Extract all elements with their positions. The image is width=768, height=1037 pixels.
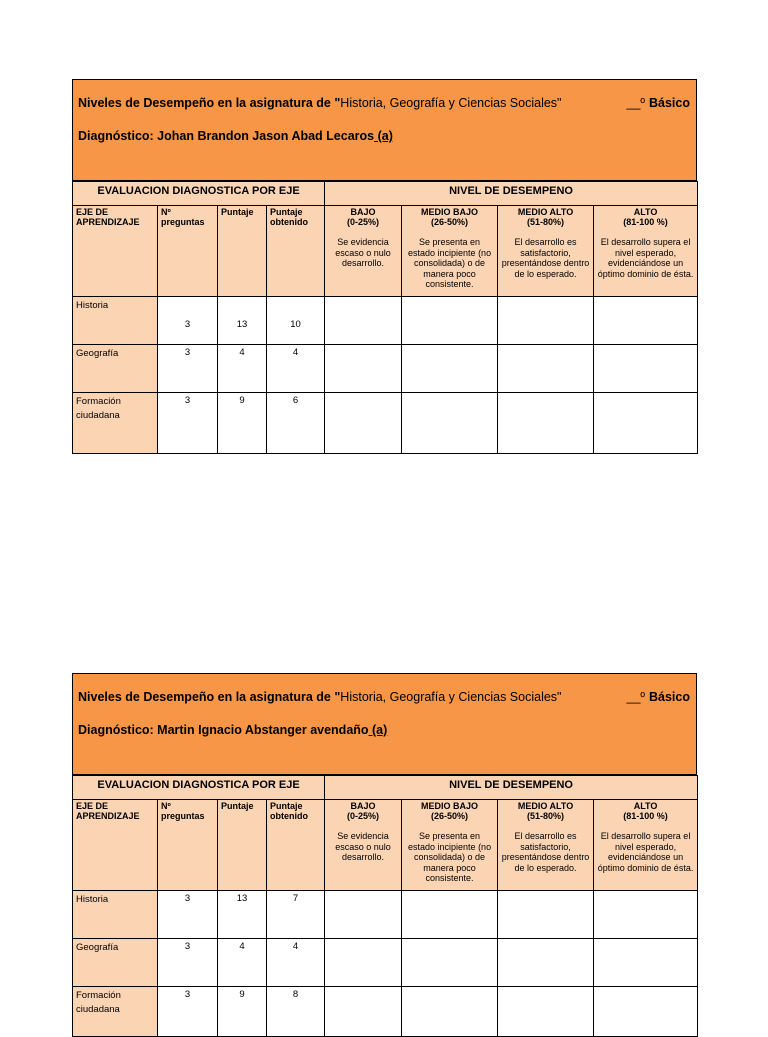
axis-cell: Historia [73, 891, 158, 939]
title-prefix: Niveles de Desempeño en la asignatura de [78, 96, 331, 110]
level-range: (51-80%) [527, 811, 565, 821]
level-range: (0-25%) [347, 811, 380, 821]
table-row [73, 393, 698, 454]
level-cell [402, 891, 498, 939]
level-medium-high [498, 206, 594, 297]
questions-cell: 3 [158, 393, 218, 454]
questions-cell: 3 [158, 345, 218, 393]
grade-blank: __º [626, 96, 645, 110]
report-header [72, 673, 697, 775]
level-cell [498, 987, 594, 1037]
level-high [594, 206, 698, 297]
report-card-2 [72, 673, 697, 1037]
col-score: Puntaje [218, 206, 267, 297]
table-row [73, 939, 698, 987]
level-name: BAJO [350, 207, 376, 217]
obtained-cell: 4 [267, 345, 325, 393]
level-description: Se presenta en estado incipiente (no consolidada) o de manera poco consistente. [408, 237, 492, 289]
eval-section-header: EVALUACION DIAGNOSTICA POR EJE [73, 776, 325, 800]
axis-cell: Formación ciudadana [73, 393, 158, 454]
level-medium-high [498, 800, 594, 891]
questions-cell: 3 [158, 939, 218, 987]
eval-section-header: EVALUACION DIAGNOSTICA POR EJE [73, 182, 325, 206]
level-cell [594, 345, 698, 393]
level-name: MEDIO BAJO [421, 801, 479, 811]
level-description: El desarrollo es satisfactorio, presentándose dentro de lo esperado. [501, 831, 590, 873]
col-axis: EJE DE APRENDIZAJE [73, 800, 158, 891]
level-cell [402, 987, 498, 1037]
col-questions: Nº preguntas [158, 206, 218, 297]
level-cell [594, 393, 698, 454]
score-cell: 4 [218, 345, 267, 393]
grade-label: Básico [649, 690, 690, 704]
level-cell [498, 891, 594, 939]
student-name: Diagnóstico: Johan Brandon Jason Abad Lecaros [78, 129, 375, 143]
performance-table [72, 775, 698, 1037]
score-cell: 13 [218, 297, 267, 345]
level-cell [594, 939, 698, 987]
level-range: (51-80%) [527, 217, 565, 227]
level-cell [325, 939, 402, 987]
level-name: MEDIO ALTO [517, 207, 574, 217]
column-header-row [73, 206, 698, 297]
level-cell [594, 987, 698, 1037]
table-row [73, 891, 698, 939]
subject-quote: " [334, 96, 341, 110]
level-high [594, 800, 698, 891]
level-low [325, 206, 402, 297]
obtained-cell: 4 [267, 939, 325, 987]
col-obtained: Puntaje obtenido [267, 800, 325, 891]
level-name: ALTO [633, 801, 658, 811]
score-cell: 4 [218, 939, 267, 987]
table-row [73, 987, 698, 1037]
level-range: (81-100 %) [623, 217, 668, 227]
level-low [325, 800, 402, 891]
subject-quote: " [334, 690, 341, 704]
level-cell [498, 297, 594, 345]
column-header-row [73, 800, 698, 891]
obtained-cell: 7 [267, 891, 325, 939]
student-name: Diagnóstico: Martin Ignacio Abstanger avendaño [78, 723, 369, 737]
axis-cell: Geografía [73, 345, 158, 393]
level-cell [402, 939, 498, 987]
questions-cell: 3 [158, 891, 218, 939]
col-questions: Nº preguntas [158, 800, 218, 891]
level-description: El desarrollo supera el nivel esperado, evidenciándose un óptimo dominio de ésta. [597, 831, 694, 873]
level-cell [325, 987, 402, 1037]
performance-table [72, 181, 698, 454]
level-cell [498, 939, 594, 987]
level-cell [402, 345, 498, 393]
level-cell [498, 345, 594, 393]
level-name: MEDIO ALTO [517, 801, 574, 811]
grade-label: Básico [649, 96, 690, 110]
score-cell: 9 [218, 393, 267, 454]
level-cell [325, 345, 402, 393]
level-cell [498, 393, 594, 454]
level-description: El desarrollo es satisfactorio, presentándose dentro de lo esperado. [501, 237, 590, 279]
level-name: MEDIO BAJO [421, 207, 479, 217]
obtained-cell: 6 [267, 393, 325, 454]
level-section-header: NIVEL DE DESEMPENO [325, 182, 698, 206]
title-prefix: Niveles de Desempeño en la asignatura de [78, 690, 331, 704]
diagnostic-line [78, 129, 393, 143]
questions-cell: 3 [158, 297, 218, 345]
level-cell [402, 393, 498, 454]
subject-name: Historia, Geografía y Ciencias Sociales" [340, 690, 562, 704]
subject-name: Historia, Geografía y Ciencias Sociales" [340, 96, 562, 110]
score-cell: 9 [218, 987, 267, 1037]
score-cell: 13 [218, 891, 267, 939]
level-cell [325, 393, 402, 454]
axis-cell: Historia [73, 297, 158, 345]
col-axis: EJE DE APRENDIZAJE [73, 206, 158, 297]
report-card-1 [72, 79, 697, 454]
grade-blank: __º [626, 690, 645, 704]
col-obtained: Puntaje obtenido [267, 206, 325, 297]
level-description: Se evidencia escaso o nulo desarrollo. [335, 237, 391, 268]
report-title [78, 96, 690, 110]
level-cell [402, 297, 498, 345]
axis-cell: Geografía [73, 939, 158, 987]
level-name: BAJO [350, 801, 376, 811]
report-title [78, 690, 690, 704]
diagnostic-line [78, 723, 387, 737]
table-row [73, 297, 698, 345]
level-range: (81-100 %) [623, 811, 668, 821]
level-cell [594, 891, 698, 939]
level-description: El desarrollo supera el nivel esperado, evidenciándose un óptimo dominio de ésta. [597, 237, 694, 279]
level-medium-low [402, 206, 498, 297]
level-description: Se presenta en estado incipiente (no consolidada) o de manera poco consistente. [408, 831, 492, 883]
obtained-cell: 8 [267, 987, 325, 1037]
obtained-cell: 10 [267, 297, 325, 345]
level-name: ALTO [633, 207, 658, 217]
axis-cell: Formación ciudadana [73, 987, 158, 1037]
col-score: Puntaje [218, 800, 267, 891]
level-section-header: NIVEL DE DESEMPENO [325, 776, 698, 800]
student-suffix: (a) [368, 723, 388, 737]
level-description: Se evidencia escaso o nulo desarrollo. [335, 831, 391, 862]
level-range: (26-50%) [431, 217, 469, 227]
table-row [73, 345, 698, 393]
level-cell [325, 891, 402, 939]
student-suffix: (a) [374, 129, 393, 143]
level-cell [594, 297, 698, 345]
report-header [72, 79, 697, 181]
level-medium-low [402, 800, 498, 891]
questions-cell: 3 [158, 987, 218, 1037]
level-cell [325, 297, 402, 345]
level-range: (26-50%) [431, 811, 469, 821]
level-range: (0-25%) [347, 217, 380, 227]
